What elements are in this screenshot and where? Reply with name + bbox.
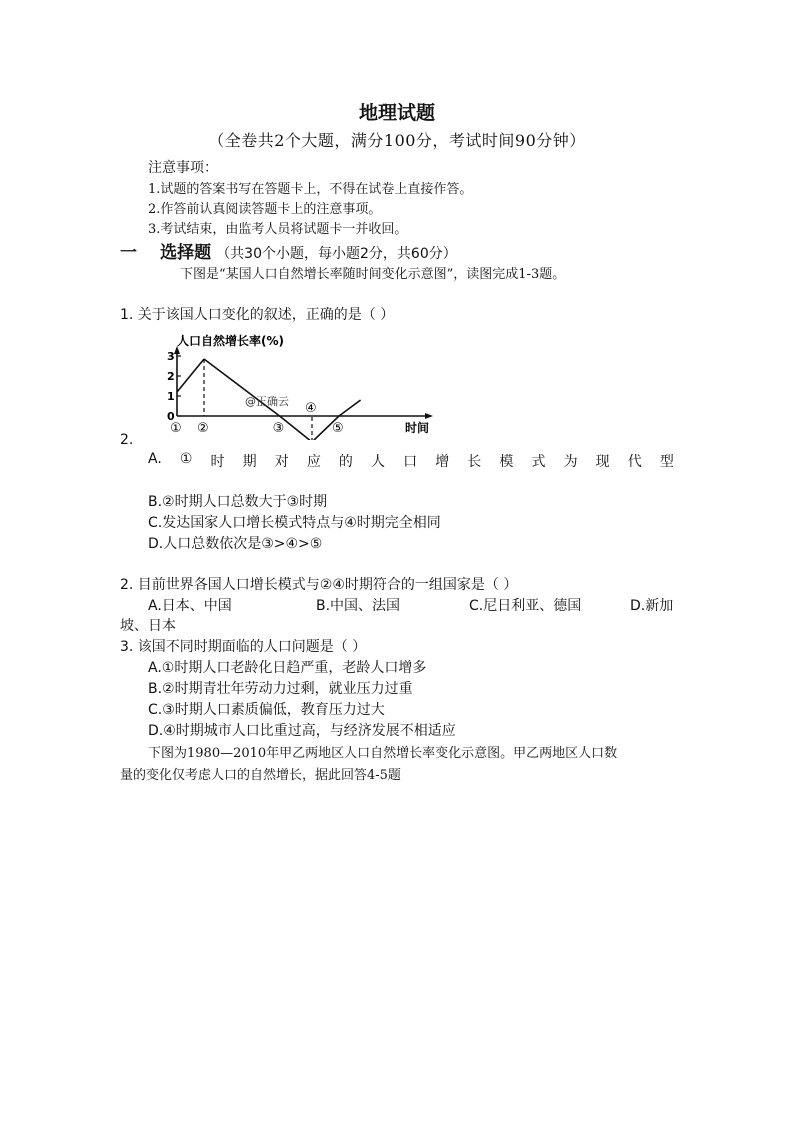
q1-option-a-char: ①: [179, 451, 193, 467]
question-2-stem: 2. 目前世界各国人口增长模式与②④时期符合的一组国家是（ ）: [120, 577, 518, 593]
q3-option-b: B.②时期青壮年劳动力过剩，就业压力过重: [148, 681, 413, 697]
q1-option-a-char: 的: [338, 454, 353, 470]
y-tick-label: 3: [167, 350, 175, 363]
chart-xlabel: 时间: [405, 421, 430, 435]
period-label: ①: [170, 421, 182, 436]
q1-option-a-char: 应: [306, 454, 321, 470]
q1-option-b: B.②时期人口总数大于③时期: [148, 494, 328, 510]
section-number: 一: [120, 243, 137, 263]
q2-option-b: B.中国、法国: [316, 598, 401, 614]
question-3-stem: 3. 该国不同时期面临的人口问题是（ ）: [120, 639, 367, 655]
q2-option-d: D.新加: [630, 598, 674, 614]
passage-line-1: 下图为1980—2010年甲乙两地区人口自然增长率变化示意图。甲乙两地区人口数: [148, 746, 618, 761]
q2-option-d-continued: 坡、日本: [120, 618, 176, 634]
q1-option-a-char: 为: [563, 454, 578, 470]
q1-option-a-char: 口: [403, 454, 418, 470]
notice-item-3: 3.考试结束，由监考人员将试题卡一并收回。: [148, 222, 408, 237]
period-label: ④: [305, 401, 317, 416]
section-heading: [120, 238, 457, 263]
q1-option-a-char: 式: [531, 454, 546, 470]
chart-watermark: @正确云: [245, 395, 289, 408]
q1-option-c: C.发达国家人口增长模式特点与④时期完全相同: [148, 515, 441, 531]
question-1-stem: 1. 关于该国人口变化的叙述，正确的是（ ）: [120, 307, 395, 323]
y-tick-label: 1: [167, 390, 175, 403]
q3-option-a: A.①时期人口老龄化日趋严重，老龄人口增多: [148, 660, 427, 676]
q1-option-a: [148, 451, 674, 471]
q1-option-a-char: 人: [371, 454, 385, 470]
x-axis-arrow: [425, 413, 433, 419]
q1-option-a-char: 长: [467, 454, 482, 470]
notice-item-2: 2.作答前认真阅读答题卡上的注意事项。: [148, 202, 382, 217]
chart-ylabel: 人口自然增长率(%): [177, 334, 284, 348]
passage-line-2: 量的变化仅考虑人口的自然增长，据此回答4-5题: [120, 768, 401, 783]
page-title: 地理试题: [358, 102, 435, 124]
period-label: ②: [197, 421, 209, 436]
question-2-number-stray: 2.: [120, 432, 134, 448]
q2-option-c: C.尼日利亚、德国: [469, 598, 582, 614]
section-name: 选择题: [160, 243, 212, 263]
q1-option-a-char: A.: [148, 451, 162, 467]
q1-option-d: D.人口总数依次是③>④>⑤: [148, 536, 323, 552]
section-desc: （共30个小题，每小题2分，共60分）: [216, 246, 457, 262]
q3-option-c: C.③时期人口素质偏低，教育压力过大: [148, 702, 385, 718]
series-segment: [339, 400, 361, 416]
exam-subtitle: （全卷共2个大题，满分100分，考试时间90分钟）: [208, 131, 586, 150]
q1-option-a-char: 模: [499, 454, 514, 470]
notice-item-1: 1.试题的答案书写在答题卡上，不得在试卷上直接作答。: [148, 182, 473, 197]
q2-option-a: A.日本、中国: [148, 598, 232, 614]
q3-option-d: D.④时期城市人口比重过高，与经济发展不相适应: [148, 723, 456, 739]
series-segment: [280, 416, 312, 440]
q1-option-a-char: 增: [435, 454, 450, 470]
period-label: ③: [272, 421, 285, 436]
section-intro: 下图是“某国人口自然增长率随时间变化示意图”，读图完成1-3题。: [180, 267, 566, 282]
notice-heading: 注意事项：: [148, 160, 218, 176]
q1-option-a-char: 对: [274, 454, 289, 470]
q1-option-a-char: 现: [595, 454, 610, 470]
y-tick-label: 0: [167, 410, 175, 423]
q1-option-a-char: 期: [242, 454, 257, 470]
population-growth-chart: [155, 328, 455, 440]
y-tick-label: 2: [167, 370, 175, 383]
q1-option-a-char: 代: [627, 454, 642, 470]
period-label: ⑤: [332, 421, 344, 436]
q1-option-a-char: 型: [659, 454, 674, 470]
series-segment: [177, 359, 204, 392]
q1-option-a-char: 时: [210, 454, 225, 470]
